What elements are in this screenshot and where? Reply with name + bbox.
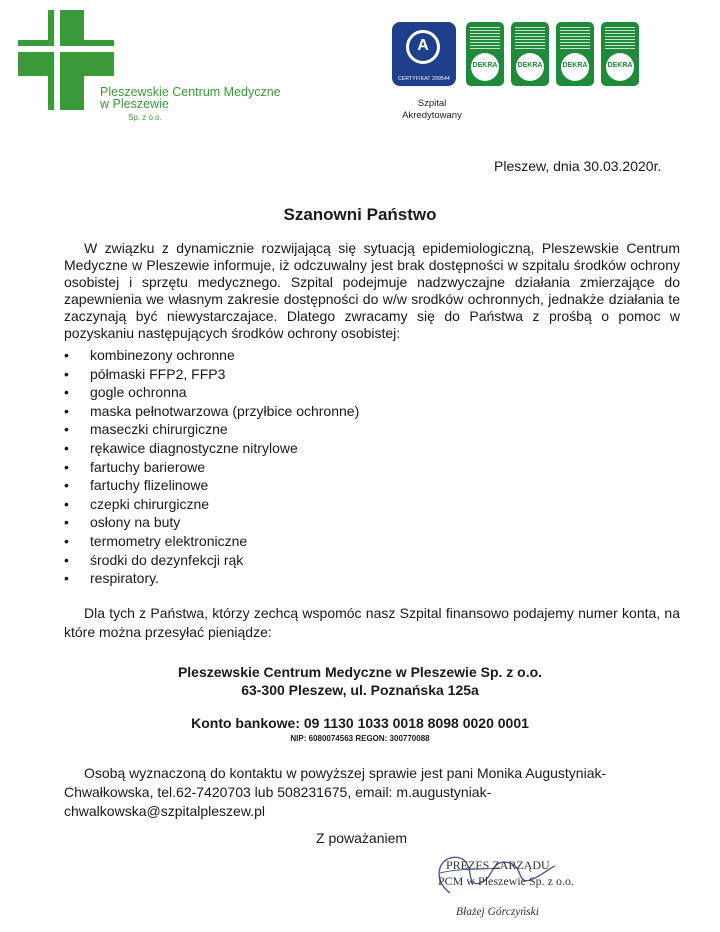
organization-address: 63-300 Pleszew, ul. Poznańska 125a [241,682,479,698]
logo-name-line2: w Pleszewie [100,97,169,111]
logo-name-line1: Pleszewskie Centrum Medyczne [100,85,281,99]
accreditation-label [392,98,472,122]
letter-greeting: Szanowni Państwo [283,205,437,224]
hospital-logo-name [100,86,281,124]
accreditation-line2: Akredytowany [402,110,462,121]
bank-account: Konto bankowe: 09 1130 1033 0018 8098 0020 0001 [191,715,529,731]
cert-label: CERTYFIKAT 299544 [397,76,451,82]
list-item: • termometry elektroniczne [64,532,359,551]
protective-items-list [64,346,359,588]
list-item: • maska pełnotwarzowa (przyłbice ochronne) [64,402,359,421]
list-item: • kombinezony ochronne [64,346,359,365]
paragraph-donation: Dla tych z Państwa, którzy zechcą wspomóc nasz Szpital finansowo podajemy numer konta, na które można przesyłać pieniądze: [64,605,680,640]
paragraph-contact: Osobą wyznaczoną do kontaktu w powyższej sprawie jest pani Monika Augustyniak-Chwałkowska, tel.62-7420703 lub 508231675, email: m.augustyniak-chwalkowska@szpitalpleszew.pl [64,765,607,819]
dekra-certificate-badge [466,22,504,86]
list-item: • osłony na buty [64,513,359,532]
accreditation-line1: Szpital [417,98,447,109]
closing-regards: Z poważaniem [316,830,408,846]
organization-name: Pleszewskie Centrum Medyczne w Pleszewie Sp. z o.o. [177,664,543,680]
list-item: • czepki chirurgiczne [64,495,359,514]
stamp-title: PREZES ZARZĄDU [446,858,550,872]
dekra-certificate-badge [556,22,594,86]
signature-scribble-icon [420,838,560,908]
dekra-certificate-badge [511,22,549,86]
signatory-name: Błażej Górczyński [456,906,539,918]
paragraph-intro: W związku z dynamicznie rozwijającą się sytuacją epidemiologiczną, Pleszewskie Centrum Medyczne w Pleszewie informuje, iż odczuwalny jest brak dostępności w szpitalu środków ochrony osobistej i sprzętu medycznego. Szpital podejmuje nadzwyczajne działania zmierzające do zapewnienia we własnym zakresie dostępności do w/w srodków ochronnych, jednakże działania te zaczynają być niewystarczajace. Dlatego zwracamy się do Państwa z prośbą o pomoc w pozyskaniu następujących środków ochrony osobistej: [64,240,680,341]
stamp-company: PCM w Pleszewie Sp. z o.o. [438,874,574,888]
logo-name-line3: Sp. z o.o. [128,113,162,122]
dekra-label: DEKRA [607,62,633,69]
dekra-label: DEKRA [472,62,498,69]
list-item: • gogle ochronna [64,383,359,402]
dekra-label: DEKRA [562,62,588,69]
q-icon: A [406,30,440,64]
list-item: • respiratory. [64,569,359,588]
dekra-certificate-badge [601,22,639,86]
quality-certificate-badge [392,22,456,86]
letter-date: Pleszew, dnia 30.03.2020r. [494,158,662,174]
list-item: • fartuchy barierowe [64,458,359,477]
list-item: • maseczki chirurgiczne [64,420,359,439]
list-item: • środki do dezynfekcji rąk [64,551,359,570]
dekra-label: DEKRA [517,62,543,69]
list-item: • fartuchy flizelinowe [64,476,359,495]
list-item: • półmaski FFP2, FFP3 [64,365,359,384]
list-item: • rękawice diagnostyczne nitrylowe [64,439,359,458]
nip-regon: NIP: 6080074563 REGON: 300770088 [290,734,430,743]
